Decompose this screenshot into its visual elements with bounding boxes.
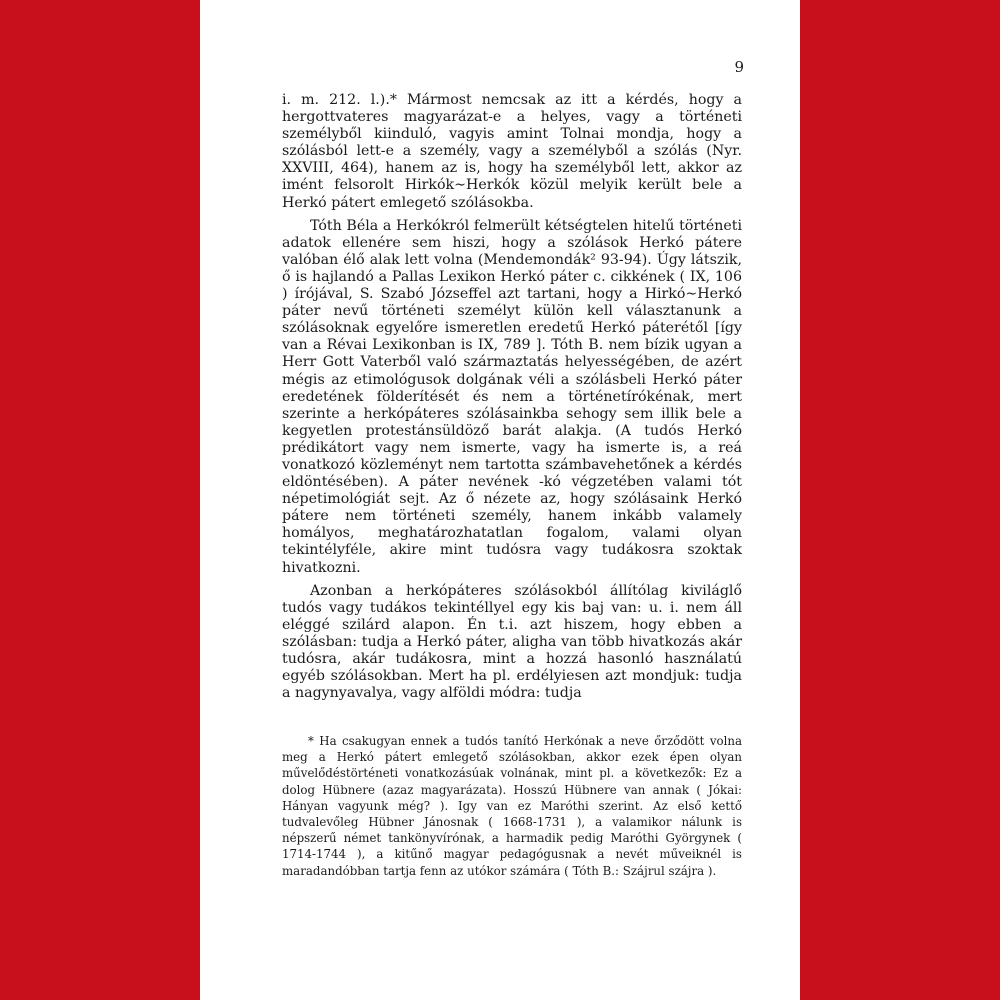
- right-red-band: [800, 0, 1000, 1000]
- footnote-text: * Ha csakugyan ennek a tudós tanító Herkónak a neve őrződött volna meg a Herkó pátert emlegető szólásokban, akkor ezek épen olyan művelődéstörténeti vonatkozásúak volnának, mint pl. a következők: Ez a dolog Hübnere (azaz magyarázata). Hosszú Hübnere van annak ( Jókai: Hányan vagyunk még? ). Igy van ez Maróthi szerint. Az első kettő tudvalevőleg Hübner Jánosnak ( 1668-1731 ), a valamikor nálunk is népszerű német tankönyvírónak, a harmadik pedig Maróthi Györgynek ( 1714-1744 ), a kitűnő magyar pedagógusnak a nevét műveiknél is maradandóbban tartja fenn az utókor számára ( Tóth B.: Szájrul szájra ).: [282, 734, 742, 878]
- paragraph-3: Azonban a herkópáteres szólásokból állítólag kiviláglő tudós vagy tudákos tekintéllyel egy kis baj van: u. i. nem áll eléggé szilárd alapon. Én t.i. azt hiszem, hogy ebben a szólásban: tudja a Herkó páter, aligha van több hivatkozás akár tudósra, akár tudákosra, mint a hozzá hasonló használatú egyéb szólásokban. Mert ha pl. erdélyiesen azt mondjuk: tudja a nagynyavalya, vagy alföldi módra: tudja: [282, 582, 742, 702]
- footnote: [282, 733, 742, 879]
- page-number: 9: [734, 58, 744, 76]
- paragraph-1: i. m. 212. l.).* Mármost nemcsak az itt a kérdés, hogy a hergottvateres magyarázat-e a helyes, vagy a történeti személyből kiinduló, vagyis amint Tolnai mondja, hogy a szólásból lett-e a személy, vagy a személyből a szólás (Nyr. XXVIII, 464), hanem az is, hogy ha személyből lett, akkor az imént felsorolt Hirkók∼Herkók közül melyik került bele a Herkó pátert emlegető szólásokba.: [282, 92, 742, 211]
- left-red-band: [0, 0, 200, 1000]
- book-page: [200, 0, 800, 1000]
- body-text: [282, 92, 742, 702]
- paragraph-2: Tóth Béla a Herkókról felmerült kétségtelen hitelű történeti adatok ellenére sem hiszi, hogy a szólások Herkó pátere valóban élő alak lett volna (Mendemondák² 93-94). Úgy látszik, ő is hajlandó a Pallas Lexikon Herkó páter c. cikkének ( IX, 106 ) írójával, S. Szabó Józseffel azt tartani, hogy a Hirkó∼Herkó páter nevű történeti személyt külön kell választanunk a szólásoknak egyelőre ismeretlen eredetű Herkó páterétől [így van a Révai Lexikonban is IX, 789 ]. Tóth B. nem bízik ugyan a Herr Gott Vaterből való származtatás helyességében, de azért mégis az etimológusok dolgának véli a szólásbeli Herkó páter eredetének földerítését és nem a történetírókénak, mert szerinte a herkópáteres szólásainkba sehogy sem illik bele a kegyetlen protestánsüldöző barát alakja. (A tudós Herkó prédikátort vagy nem ismerte, vagy ha ismerte is, a reá vonatkozó közleményt nem tartotta számbavehetőnek a kérdés eldöntésében). A páter nevének -kó végzetében valami tót népetimológiát sejt. Az ő nézete az, hogy szólásaink Herkó pátere nem történeti személy, hanem inkább valamely homályos, meghatározhatatlan fogalom, valami olyan tekintélyféle, akire mint tudósra vagy tudákosra szoktak hivatkozni.: [282, 217, 742, 576]
